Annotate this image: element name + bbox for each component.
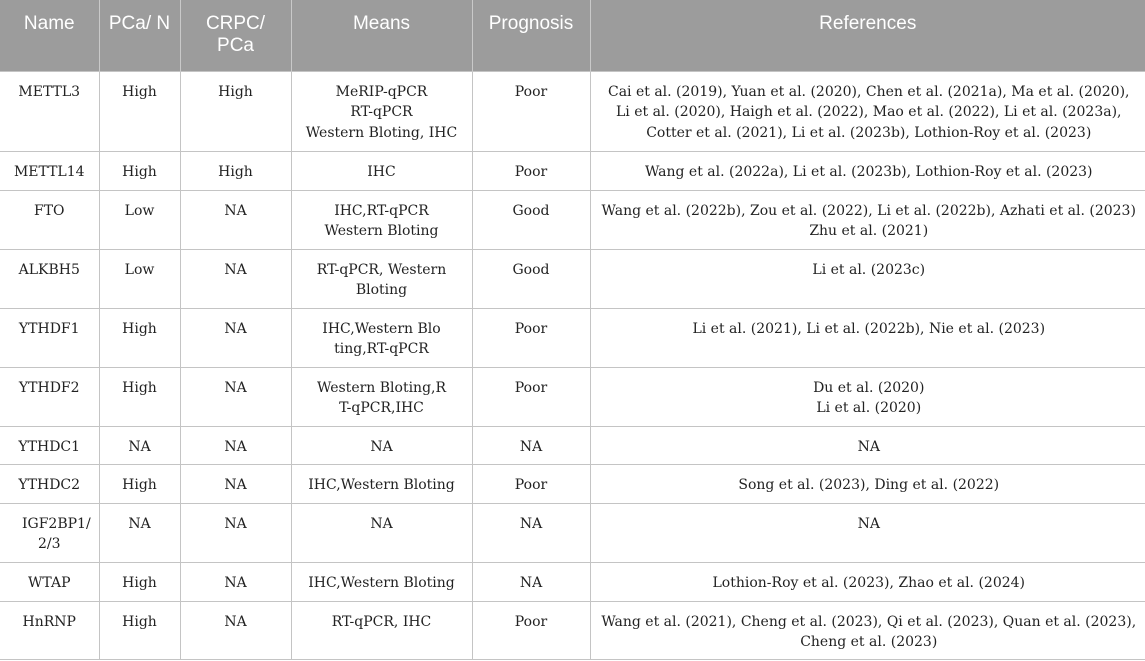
cell-crpc-pca: NA [180, 503, 291, 562]
cell-crpc-pca: NA [180, 367, 291, 426]
cell-means [291, 308, 472, 367]
cell-prognosis: Poor [472, 464, 590, 503]
cell-means [291, 151, 472, 190]
cell-prognosis: NA [472, 426, 590, 464]
cell-references [590, 71, 1145, 151]
means-line: Western Bloting [324, 223, 439, 239]
cell-name: HnRNP [0, 601, 99, 659]
cell-references [590, 562, 1145, 601]
means-line: RT-qPCR [350, 104, 413, 120]
cell-means [291, 71, 472, 151]
cell-references [590, 308, 1145, 367]
table-row [0, 601, 1145, 659]
cell-prognosis: Poor [472, 308, 590, 367]
cell-name: FTO [0, 190, 99, 249]
header-means: Means [291, 0, 472, 71]
reference-text: Li et al. (2020) [816, 400, 922, 416]
cell-crpc-pca: NA [180, 562, 291, 601]
cell-name: YTHDF1 [0, 308, 99, 367]
table-row [0, 308, 1145, 367]
cell-prognosis: Poor [472, 71, 590, 151]
cell-references [590, 503, 1145, 562]
cell-name: IGF2BP1/ 2/3 [0, 503, 99, 562]
table-row [0, 562, 1145, 601]
header-crpc-pca: CRPC/ PCa [180, 0, 291, 71]
cell-prognosis: Poor [472, 601, 590, 659]
reference-text: Li et al. (2021), Li et al. (2022b), Nie et al. (2023) [692, 320, 1046, 337]
cell-means [291, 464, 472, 503]
reference-text: NA [857, 438, 880, 455]
cell-prognosis: Poor [472, 367, 590, 426]
reference-text: Cai et al. (2019), Yuan et al. (2020), Chen et al. (2021a), Ma et al. (2020), Li et al. (2020), Haigh et al. (2022), Mao et al. (2022), Li et al. (2023a), Cotter et al. (2021), Li et al. (2023b), Lothion-Roy et al. (2023) [607, 83, 1130, 141]
cell-pca-n: High [99, 562, 180, 601]
reference-text: Wang et al. (2022a), Li et al. (2023b), Lothion-Roy et al. (2023) [644, 163, 1093, 180]
cell-pca-n: Low [99, 190, 180, 249]
table-row [0, 151, 1145, 190]
means-line: RT-qPCR, Western Bloting [316, 261, 447, 298]
cell-crpc-pca: High [180, 151, 291, 190]
table-row [0, 503, 1145, 562]
cell-means [291, 503, 472, 562]
cell-crpc-pca: High [180, 71, 291, 151]
reference-text: Song et al. (2023), Ding et al. (2022) [738, 476, 1000, 493]
cell-references [590, 426, 1145, 464]
reference-text: Wang et al. (2021), Cheng et al. (2023), Qi et al. (2023), Quan et al. (2023), Cheng et al. (2023) [601, 613, 1137, 650]
means-line: IHC,Western Bloting,RT-qPCR [322, 320, 441, 357]
reference-text: Wang et al. (2022b), Zou et al. (2022), Li et al. (2022b), Azhati et al. (2023) [601, 202, 1136, 219]
table-row [0, 71, 1145, 151]
table-row [0, 426, 1145, 464]
cell-means [291, 601, 472, 659]
cell-name: METTL14 [0, 151, 99, 190]
cell-pca-n: High [99, 151, 180, 190]
table-row [0, 190, 1145, 249]
cell-pca-n: High [99, 308, 180, 367]
reference-text: Du et al. (2020) [813, 379, 925, 396]
cell-pca-n: NA [99, 426, 180, 464]
cell-references [590, 190, 1145, 249]
header-prognosis: Prognosis [472, 0, 590, 71]
cell-crpc-pca: NA [180, 190, 291, 249]
cell-pca-n: High [99, 464, 180, 503]
header-pca-n: PCa/ N [99, 0, 180, 71]
cell-means [291, 562, 472, 601]
cell-means [291, 190, 472, 249]
cell-prognosis: NA [472, 503, 590, 562]
means-line: IHC [367, 163, 396, 180]
table-row [0, 249, 1145, 308]
cell-crpc-pca: NA [180, 426, 291, 464]
table-row [0, 464, 1145, 503]
cell-name: YTHDF2 [0, 367, 99, 426]
cell-prognosis: Poor [472, 151, 590, 190]
table-row [0, 367, 1145, 426]
cell-name: ALKBH5 [0, 249, 99, 308]
cell-references [590, 367, 1145, 426]
means-line: Western Bloting, IHC [305, 124, 458, 141]
cell-means [291, 426, 472, 464]
means-line: MeRIP-qPCR [335, 83, 428, 100]
reference-text: Lothion-Roy et al. (2023), Zhao et al. (2024) [712, 574, 1025, 591]
cell-crpc-pca: NA [180, 601, 291, 659]
cell-references [590, 151, 1145, 190]
header-name: Name [0, 0, 99, 71]
cell-crpc-pca: NA [180, 249, 291, 308]
cell-prognosis: Good [472, 249, 590, 308]
cell-pca-n: NA [99, 503, 180, 562]
means-line: NA [370, 438, 393, 455]
cell-references [590, 249, 1145, 308]
cell-references [590, 464, 1145, 503]
means-line: RT-qPCR, IHC [331, 613, 432, 630]
reference-text: Li et al. (2023c) [812, 261, 926, 278]
cell-pca-n: Low [99, 249, 180, 308]
cell-name: WTAP [0, 562, 99, 601]
means-line: NA [370, 515, 393, 532]
cell-crpc-pca: NA [180, 464, 291, 503]
header-references: References [590, 0, 1145, 71]
cell-name: YTHDC2 [0, 464, 99, 503]
cell-means [291, 367, 472, 426]
cell-crpc-pca: NA [180, 308, 291, 367]
means-line: IHC,Western Bloting [308, 574, 455, 591]
means-line: Western Bloting,RT-qPCR,IHC [316, 379, 447, 416]
means-line: IHC,RT-qPCR [334, 202, 429, 219]
reference-text: NA [857, 515, 880, 532]
cell-references [590, 601, 1145, 659]
header-row [0, 0, 1145, 71]
reference-text: Zhu et al. (2021) [809, 223, 929, 239]
cell-pca-n: High [99, 601, 180, 659]
cell-prognosis: Good [472, 190, 590, 249]
cell-name: METTL3 [0, 71, 99, 151]
cell-means [291, 249, 472, 308]
cell-pca-n: High [99, 71, 180, 151]
means-line: IHC,Western Bloting [308, 476, 455, 493]
cell-name: YTHDC1 [0, 426, 99, 464]
cell-prognosis: NA [472, 562, 590, 601]
cell-pca-n: High [99, 367, 180, 426]
